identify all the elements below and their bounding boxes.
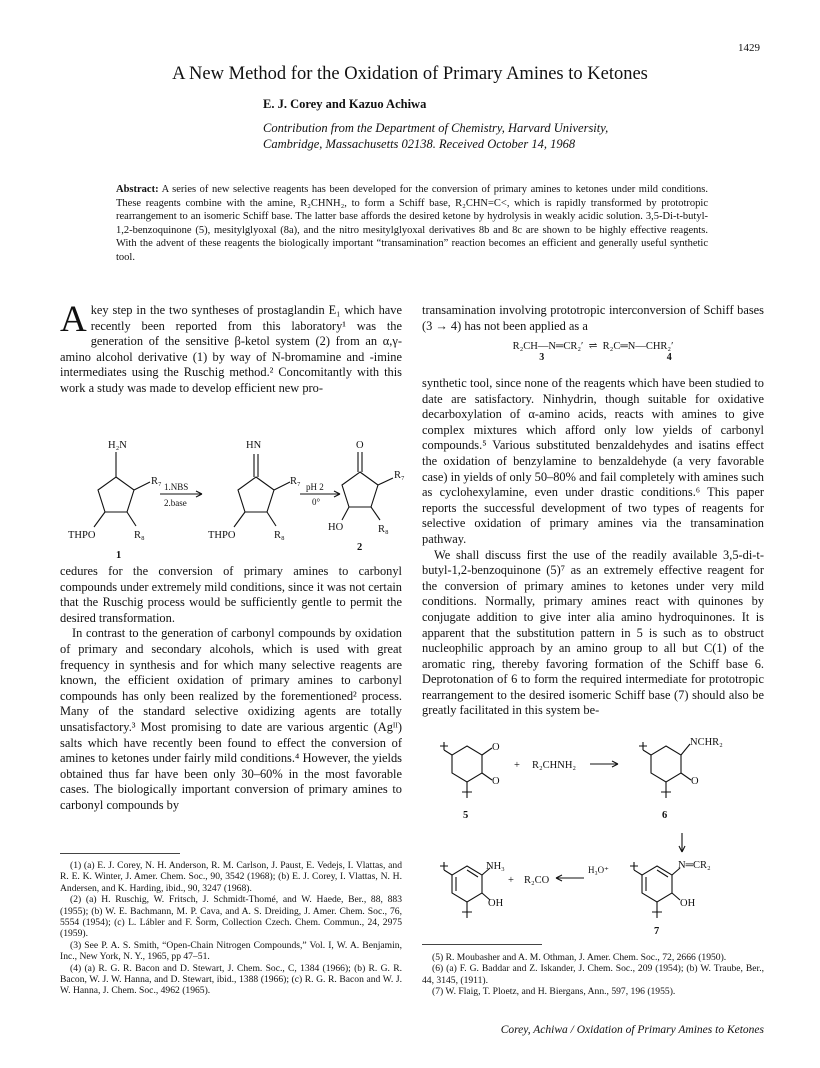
label-thpo-a: THPO <box>68 530 96 541</box>
s2-nchr2: NCHR₂ <box>690 737 723 748</box>
right-para-1: transamination involving prototropic interconversion of Schiff bases (3 → 4) has not been applied as a <box>422 303 764 333</box>
right-column-intro <box>422 303 764 334</box>
compound-label-2: 2 <box>357 542 363 553</box>
label-r8-a: R₈ <box>134 530 145 541</box>
step-base: 2.base <box>164 498 187 508</box>
s2-oh-a: OH <box>488 898 504 909</box>
label-o: O <box>356 440 364 451</box>
label-ho: HO <box>328 522 344 533</box>
scheme-1-prostaglandin <box>60 432 405 562</box>
s2-o-6: O <box>691 776 699 787</box>
compound-label-1: 1 <box>116 550 122 561</box>
s2-r2co: R₂CO <box>524 875 550 886</box>
left-para-1: key step in the two syntheses of prostaglandin E₁ which have recently been reported from this laboratory¹ was the generation of the sensitive β-ketol system (2) from an α,γ-amino alcohol derivative (1) by way of N-bromamine and -imine intermediates using the Ruschig method.² Concomitantly with this work a study was made to develop efficient new pro- <box>60 303 402 395</box>
s2-o-5a: O <box>492 742 500 753</box>
footnote-2: (2) (a) H. Ruschig, W. Fritsch, J. Schmidt-Thomé, and W. Haede, Ber., 88, 883 (1955); (b) W. E. Bachmann, M. P. Cava, and A. S. Dreiding, J. Amer. Chem. Soc., 76, 5554 (1954); (c) L. Lábler and F. Šorm, Collection Czech. Chem. Commun., 24, 2975 (1959). <box>60 894 402 940</box>
right-para-3: We shall discuss first the use of the readily available 3,5-di-t-butyl-1,2-benzoquinone (5)⁷ as an extremely effective reagent for the conversion of primary amines to ketones under very mild conditions. Normally, primary amines react with quinones by conjugate addition to give inter alia amino hydroquinones. It is apparent that the substitution pattern in 5 is such as to obstruct nucleophilic approach by an amino group to all but C(1) of the aromatic ring, thereby favoring formation of the Schiff base 6. Deprotonation of 6 to form the required intermediate for prototropic rearrangement to the desired isomeric Schiff base (7) should also be greatly facilitated in this system be- <box>422 547 764 718</box>
s2-o-5b: O <box>492 776 500 787</box>
footnote-7: (7) W. Flaig, T. Ploetz, and H. Biergans, Ann., 597, 196 (1955). <box>432 986 676 998</box>
eq-left: R₂CH—N═CR₂′ <box>512 341 584 352</box>
compound-label-6: 6 <box>662 810 668 821</box>
footnote-4: (4) (a) R. G. R. Bacon and D. Stewart, J. Chem. Soc., C, 1384 (1966); (b) R. G. R. Bacon, W. J. W. Hanna, and D. Stewart, ibid., 1388 (1966); (c) R. G. R. Bacon and W. J. W. Hanna, J. Chem. Soc., 4962 (1965). <box>60 962 402 997</box>
footnote-3: (3) See P. A. S. Smith, “Open-Chain Nitrogen Compounds,” Vol. I, W. A. Benjamin, Inc., New York, N. Y., 1965, pp 47–51. <box>60 939 402 963</box>
drop-cap: A <box>60 299 87 340</box>
right-para-2: synthetic tool, since none of the reagents which have been studied to date are satisfactory. Ninhydrin, though suitable for oxidative decarboxylation of α-amino acids, reacts with amines to give complex mixtures which afford only low yields of carbonyl compounds.⁵ Various substituted benzaldehydes and isatins effect the oxidation of benzylamine to benzaldehyde (a very favorable case) in yields of only 50–80% and fail completely with amines such as cyclohexylamine, even under drastic conditions.⁶ This paper reports the successful development of two types of reagents for selective oxidation of primary amines via the transamination pathway. <box>422 376 764 546</box>
footnotes-left <box>60 860 402 997</box>
contribution-line <box>263 120 783 152</box>
s2-plus-1: + <box>514 760 520 771</box>
footnote-5: (5) R. Moubasher and A. M. Othman, J. Amer. Chem. Soc., 72, 2666 (1950). <box>432 952 727 963</box>
page-number: 1429 <box>738 42 760 54</box>
step-temp: 0° <box>312 497 321 507</box>
footnote-rule-right <box>422 944 542 945</box>
label-r7-c: R₇ <box>394 470 405 481</box>
eq-label-3: 3 <box>539 352 545 363</box>
left-column-body <box>60 564 402 814</box>
contribution-line-1: Contribution from the Department of Chemistry, Harvard University, <box>263 121 609 135</box>
left-para-2: cedures for the conversion of primary amines to carbonyl compounds under extremely mild conditions, since it was not certain that the Ruschig process would be sufficiently gentle to permit the desired transformation. <box>60 564 402 625</box>
eq-right: R₂C═N—CHR₂′ <box>602 341 674 352</box>
right-column-body <box>422 376 764 719</box>
left-column-intro <box>60 299 402 397</box>
footnotes-right <box>422 952 764 998</box>
step-ph2: pH 2 <box>306 482 324 492</box>
label-r8-c: R₈ <box>378 524 389 535</box>
footnote-6: (6) (a) F. G. Baddar and Z. Iskander, J. Chem. Soc., 209 (1954); (b) W. Traube, Ber., 44, 3145, (1911). <box>422 963 764 986</box>
compound-label-7: 7 <box>654 926 660 937</box>
s2-plus-2: + <box>508 875 514 886</box>
s2-nh3: NH₃ <box>486 861 505 872</box>
footnote-1: (1) (a) E. J. Corey, N. H. Anderson, R. M. Carlson, J. Paust, E. Vedejs, I. Vlattas, and R. E. K. Winter, J. Amer. Chem. Soc., 90, 3542 (1968); (b) E. J. Corey, I. Vlattas, N. H. Andersen, and K. Harding, ibid., 90, 3247 (1968). <box>60 860 402 894</box>
article-title: A New Method for the Oxidation of Primary Amines to Ketones <box>172 64 648 84</box>
s2-ncr2: N═CR₂ <box>678 860 711 871</box>
contribution-line-2: Cambridge, Massachusetts 02138. Received October 14, 1968 <box>263 137 576 151</box>
left-para-3: In contrast to the generation of carbonyl compounds by oxidation of primary and secondary alcohols, which is used with great frequency in synthesis and for which many selective reagents are known, the efficient oxidation of primary amines to carbonyl compounds has only been realized by the forementioned² process. Many of the standard selective oxidizing agents are totally unsatisfactory.³ Most promising to date are various argentic (Agᴵᴵ) salts which have recently been found to effect the conversion of amines to ketones under fairly mild conditions.⁴ However, the yields obtained thus far have been only 30–60% in the most favorable cases. The biologically important conversion of primary amines to carbonyl compounds by <box>60 626 402 812</box>
label-r7-a: R₇ <box>151 476 162 487</box>
label-thpo-b: THPO <box>208 530 236 541</box>
s2-amine: R₂CHNH₂ <box>532 760 577 771</box>
abstract-text: A series of new selective reagents has been developed for the conversion of primary amines to ketones under mild conditions. These reagents combine with the amine, R₂CHNH₂, to form a Schiff base, R₂CHN=C<, which is rapidly transformed by prototropic rearrangement to an isomeric Schiff base. The latter base affords the desired ketone by hydrolysis in weakly acidic solution. 3,5-Di-t-butyl-1,2-benzoquinone (5), mesitylglyoxal (8a), and the nitro mesitylglyoxal derivatives 8b and 8c are shown to be highly effective reagents. With the advent of these reagents the biologically important “transamination” reaction becomes an efficient and generally useful synthetic tool. <box>116 184 709 263</box>
running-footer: Corey, Achiwa / Oxidation of Primary Amines to Ketones <box>500 1024 764 1036</box>
s2-oh-b: OH <box>680 898 696 909</box>
label-hn: HN <box>246 440 262 451</box>
compound-label-5: 5 <box>463 810 469 821</box>
s2-h3o: H₃O⁺ <box>588 865 609 875</box>
equation-3-4 <box>422 340 764 363</box>
abstract-label: Abstract: <box>116 184 159 195</box>
eq-equilibrium-arrow: ⇌ <box>585 341 601 352</box>
scheme-2-quinone <box>422 728 764 938</box>
authors: E. J. Corey and Kazuo Achiwa <box>263 97 427 111</box>
footnote-rule-left <box>60 853 180 854</box>
abstract <box>116 183 708 265</box>
step-nbs: 1.NBS <box>164 482 189 492</box>
label-r8-b: R₈ <box>274 530 285 541</box>
label-r7-b: R₇ <box>290 476 301 487</box>
eq-label-4: 4 <box>666 352 672 363</box>
label-h2n: H₂N <box>108 440 127 451</box>
